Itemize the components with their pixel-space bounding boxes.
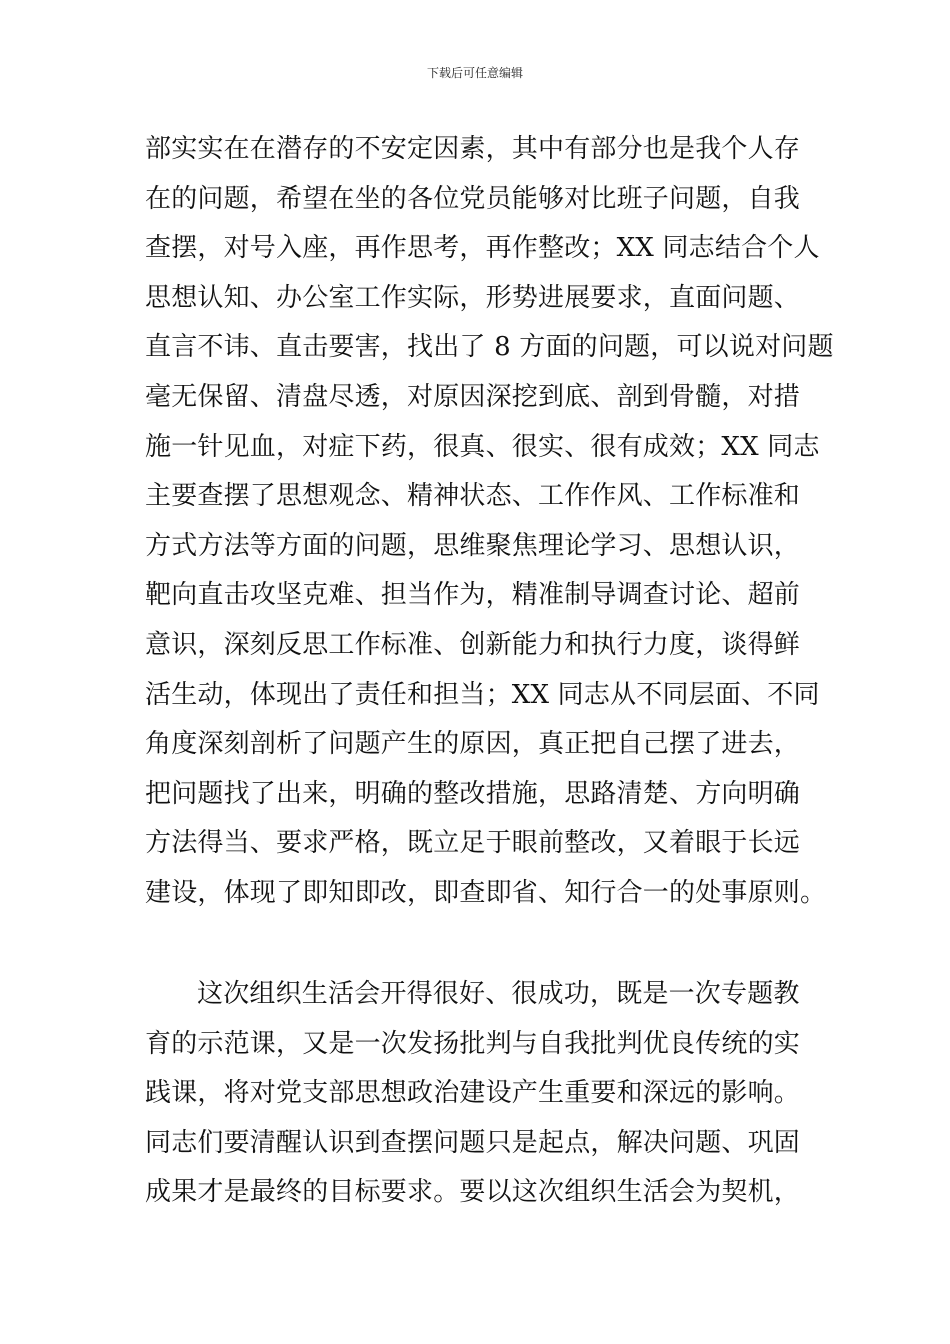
text-line: 思想认知、办公室工作实际，形势进展要求，直面问题、 [145,282,801,313]
text-line: 意识，深刻反思工作标准、创新能力和执行力度，谈得鲜 [145,629,801,660]
text-line: 活生动，体现出了责任和担当；XX 同志从不同层面、不同 [145,679,820,710]
paragraph-1 [145,125,834,919]
text-line: 靶向直击攻坚克难、担当作为，精准制导调查讨论、超前 [145,580,801,611]
text-line: 成果才是最终的目标要求。要以这次组织生活会为契机， [145,1177,801,1208]
text-line: 方式方法等方面的问题，思维聚焦理论学习、思想认识， [145,530,801,561]
text-line: 直言不讳、直击要害，找出了 8 方面的问题，可以说对问题 [145,332,834,363]
text-line: 育的示范课，又是一次发扬批判与自我批判优良传统的实 [145,1028,801,1059]
text-line: 部实实在在潜存的不安定因素，其中有部分也是我个人存 [145,134,801,164]
paragraph-2 [145,970,807,1218]
text-line: 同志们要清醒认识到查摆问题只是起点，解决问题、巩固 [145,1127,801,1158]
page-header-note: 下载后可任意编辑 [426,66,523,80]
text-line: 角度深刻剖析了问题产生的原因，真正把自己摆了进去， [145,729,801,760]
text-line-first-indented: 这次组织生活会开得很好、很成功，既是一次专题教 [197,979,800,1009]
text-line: 把问题找了出来，明确的整改措施，思路清楚、方向明确 [145,778,801,809]
text-line: 施一针见血，对症下药，很真、很实、很有成效；XX 同志 [145,431,820,462]
text-line: 主要查摆了思想观念、精神状态、工作作风、工作标准和 [145,481,801,512]
text-line: 毫无保留、清盘尽透，对原因深挖到底、剖到骨髓，对措 [145,381,801,412]
text-line: 在的问题，希望在坐的各位党员能够对比班子问题，自我 [145,183,801,214]
text-line: 践课，将对党支部思想政治建设产生重要和深远的影响。 [145,1078,801,1109]
text-line: 查摆，对号入座，再作思考，再作整改；XX 同志结合个人 [145,233,820,264]
text-line: 方法得当、要求严格，既立足于眼前整改，又着眼于长远 [145,828,801,859]
text-line: 建设，体现了即知即改，即查即省、知行合一的处事原则。 [145,877,827,908]
